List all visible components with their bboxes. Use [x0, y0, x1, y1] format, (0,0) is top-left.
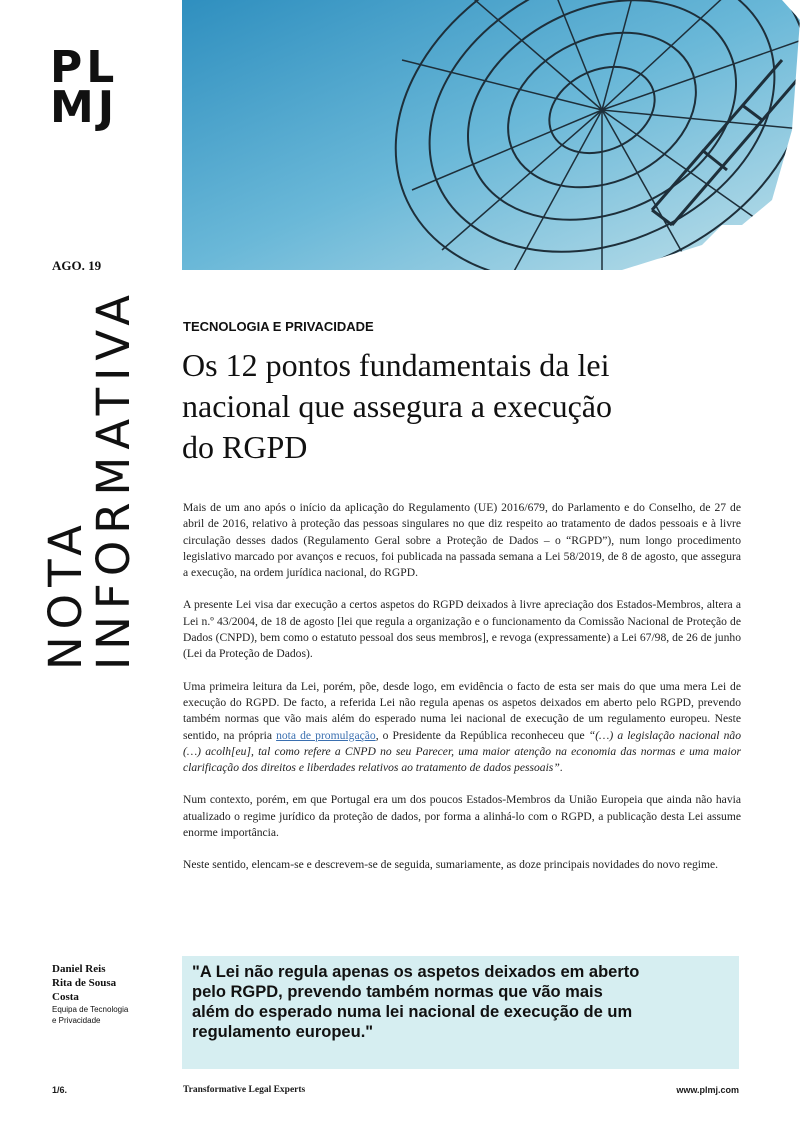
hero-image-radio-dish [182, 0, 800, 270]
paragraph-3-start: Uma primeira leitura da Lei, porém, põe, desde logo, em evidência o facto de esta ser mais do que uma mera Lei de execução do RGPD. De facto, a referida Lei não regula apenas os aspetos deixados em aberto pelo RGPD, prevendo também normas que vão mais além do esperado numa lei nacional de execução de um regulamento europeu. Neste sentido, na própria [183, 679, 741, 742]
plmj-logo [50, 42, 119, 133]
article-body [183, 500, 741, 890]
team-line-2: e Privacidade [52, 1016, 101, 1025]
radio-dish-illustration [182, 0, 800, 270]
pull-quote [182, 956, 739, 1069]
pull-quote-line-3: além do esperado numa lei nacional de execução de um [192, 1003, 633, 1021]
paragraph-3-quote: “(…) a legislação nacional não (…) acolh[eu], tal como refere a CNPD no seu Parecer, uma maior atenção na economia das normas e uma maior clarificação dos direitos e liberdades relativos ao tratamento de dados pessoais” [183, 728, 741, 775]
paragraph-1: Mais de um ano após o início da aplicação do Regulamento (UE) 2016/679, do Parlamento e do Conselho, de 27 de abril de 2016, relativo à proteção das pessoas singulares no que diz respeito ao tratamento de dados pessoais e à livre circulação desses dados (Regulamento Geral sobre a Proteção de Dados – o “RGPD”), num longo procedimento legislativo marcado por avanços e recuos, foi publicada na passada semana a Lei 58/2019, de 8 de agosto, que assegura a execução, na ordem jurídica nacional, do RGPD. [183, 501, 741, 580]
logo-line-2: MJ [50, 82, 119, 133]
paragraph-3-end: . [559, 761, 563, 775]
pull-quote-line-1: "A Lei não regula apenas os aspetos deixados em aberto [192, 963, 640, 981]
promulgation-note-link[interactable]: nota de promulgação [276, 728, 376, 742]
footer-website-link[interactable]: www.plmj.com [676, 1085, 739, 1095]
page-number: 1/6. [52, 1085, 68, 1095]
article-title [182, 345, 752, 468]
logo-line-1: PL [50, 42, 119, 93]
article-title-line-1: Os 12 pontos fundamentais da lei [182, 347, 610, 383]
pull-quote-line-2: pelo RGPD, prevendo também normas que vão mais [192, 983, 603, 1001]
article-title-line-3: do RGPD [182, 429, 308, 465]
author-rita-line-1: Rita de Sousa [52, 977, 117, 989]
footer-tagline: Transformative Legal Experts [183, 1085, 306, 1095]
document-type-line-2: INFORMATIVA [87, 287, 140, 670]
document-type-line-1: NOTA [39, 518, 92, 670]
authors-block [52, 962, 167, 1026]
author-rita-line-2: Costa [52, 991, 79, 1003]
author-daniel-reis: Daniel Reis [52, 963, 106, 975]
paragraph-4: Num contexto, porém, em que Portugal era um dos poucos Estados-Membros da União Europeia que ainda não havia atualizado o regime jurídico da proteção de dados, por forma a alinhá-lo com o RGPD, a publicação desta Lei assume enorme importância. [183, 793, 741, 840]
paragraph-3 [183, 679, 741, 777]
paragraph-3-mid: , o Presidente da República reconheceu que [375, 728, 589, 742]
document-type-title [39, 287, 140, 670]
paragraph-5: Neste sentido, elencam-se e descrevem-se de seguida, sumariamente, as doze principais novidades do novo regime. [183, 858, 719, 872]
publication-date: AGO. 19 [52, 258, 102, 273]
team-line-1: Equipa de Tecnologia [52, 1005, 129, 1014]
paragraph-2: A presente Lei visa dar execução a certos aspetos do RGPD deixados à livre apreciação dos Estados-Membros, altera a Lei n.º 43/2004, de 18 de agosto [lei que regula a organização e o funcionamento da Comissão Nacional de Proteção de Dados (CNPD), bem como o estatuto pessoal dos seus membros], e revoga (expressamente) a Lei 67/98, de 26 de junho (Lei da Proteção de Dados). [183, 598, 741, 661]
article-title-line-2: nacional que assegura a execução [182, 388, 612, 424]
article-category: TECNOLOGIA E PRIVACIDADE [183, 319, 374, 334]
pull-quote-line-4: regulamento europeu." [192, 1023, 374, 1041]
